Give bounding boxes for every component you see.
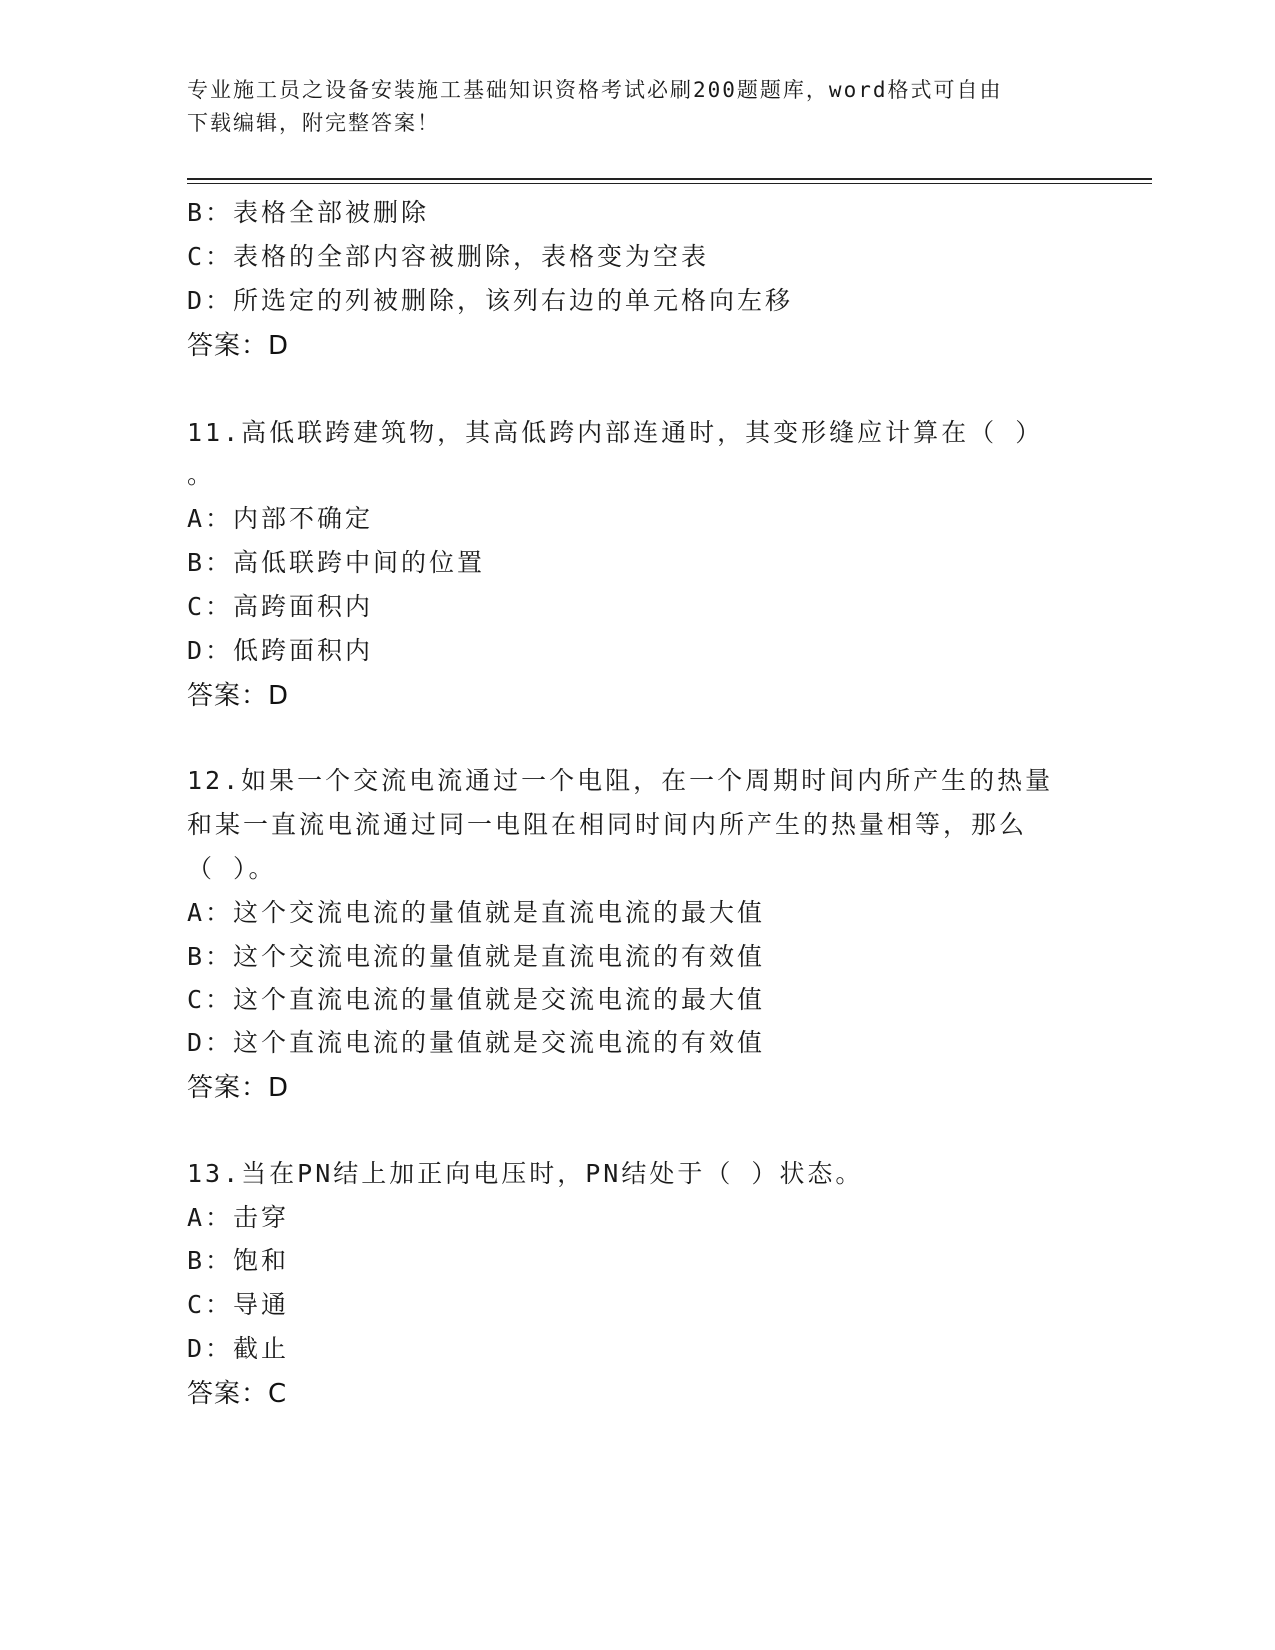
document-header xyxy=(187,74,1087,140)
q11-option-c: C：高跨面积内 xyxy=(187,592,374,621)
q11-option-d: D：低跨面积内 xyxy=(187,636,374,665)
q12-stem-line-1: 12.如果一个交流电流通过一个电阻，在一个周期时间内所产生的热量 xyxy=(187,766,1054,795)
header-title-line-2: 下载编辑，附完整答案！ xyxy=(187,111,440,135)
q11-stem-line-1: 11.高低联跨建筑物，其高低跨内部连通时，其变形缝应计算在（ ） xyxy=(187,418,1044,447)
header-title-line-1: 专业施工员之设备安装施工基础知识资格考试必刷200题题库，word格式可自由 xyxy=(187,78,1003,102)
q11-answer: 答案：D xyxy=(187,681,290,711)
q13-answer: 答案：C xyxy=(187,1379,288,1409)
q13-option-c: C：导通 xyxy=(187,1290,290,1319)
header-divider-thin xyxy=(187,183,1152,184)
q13-stem-line-1: 13.当在PN结上加正向电压时，PN结处于（ ）状态。 xyxy=(187,1159,864,1188)
q11-option-a: A：内部不确定 xyxy=(187,504,374,533)
q10-option-d: D：所选定的列被删除，该列右边的单元格向左移 xyxy=(187,286,794,315)
header-divider-thick xyxy=(187,178,1152,180)
q10-answer: 答案：D xyxy=(187,331,290,361)
q10-option-b: B：表格全部被删除 xyxy=(187,198,430,227)
q11-option-b: B：高低联跨中间的位置 xyxy=(187,548,486,577)
q12-answer: 答案：D xyxy=(187,1073,290,1103)
q12-option-a: A：这个交流电流的量值就是直流电流的最大值 xyxy=(187,898,766,927)
q12-stem-line-2: 和某一直流电流通过同一电阻在相同时间内所产生的热量相等，那么 xyxy=(187,810,1028,839)
q13-option-a: A：击穿 xyxy=(187,1203,290,1232)
q12-option-c: C：这个直流电流的量值就是交流电流的最大值 xyxy=(187,985,766,1014)
q13-option-d: D：截止 xyxy=(187,1334,290,1363)
q12-option-b: B：这个交流电流的量值就是直流电流的有效值 xyxy=(187,942,766,971)
q12-stem-line-3: （ ）。 xyxy=(187,854,277,883)
q13-option-b: B：饱和 xyxy=(187,1246,290,1275)
q12-option-d: D：这个直流电流的量值就是交流电流的有效值 xyxy=(187,1028,766,1057)
q11-stem-line-2: 。 xyxy=(187,460,216,489)
q10-option-c: C：表格的全部内容被删除，表格变为空表 xyxy=(187,242,710,271)
